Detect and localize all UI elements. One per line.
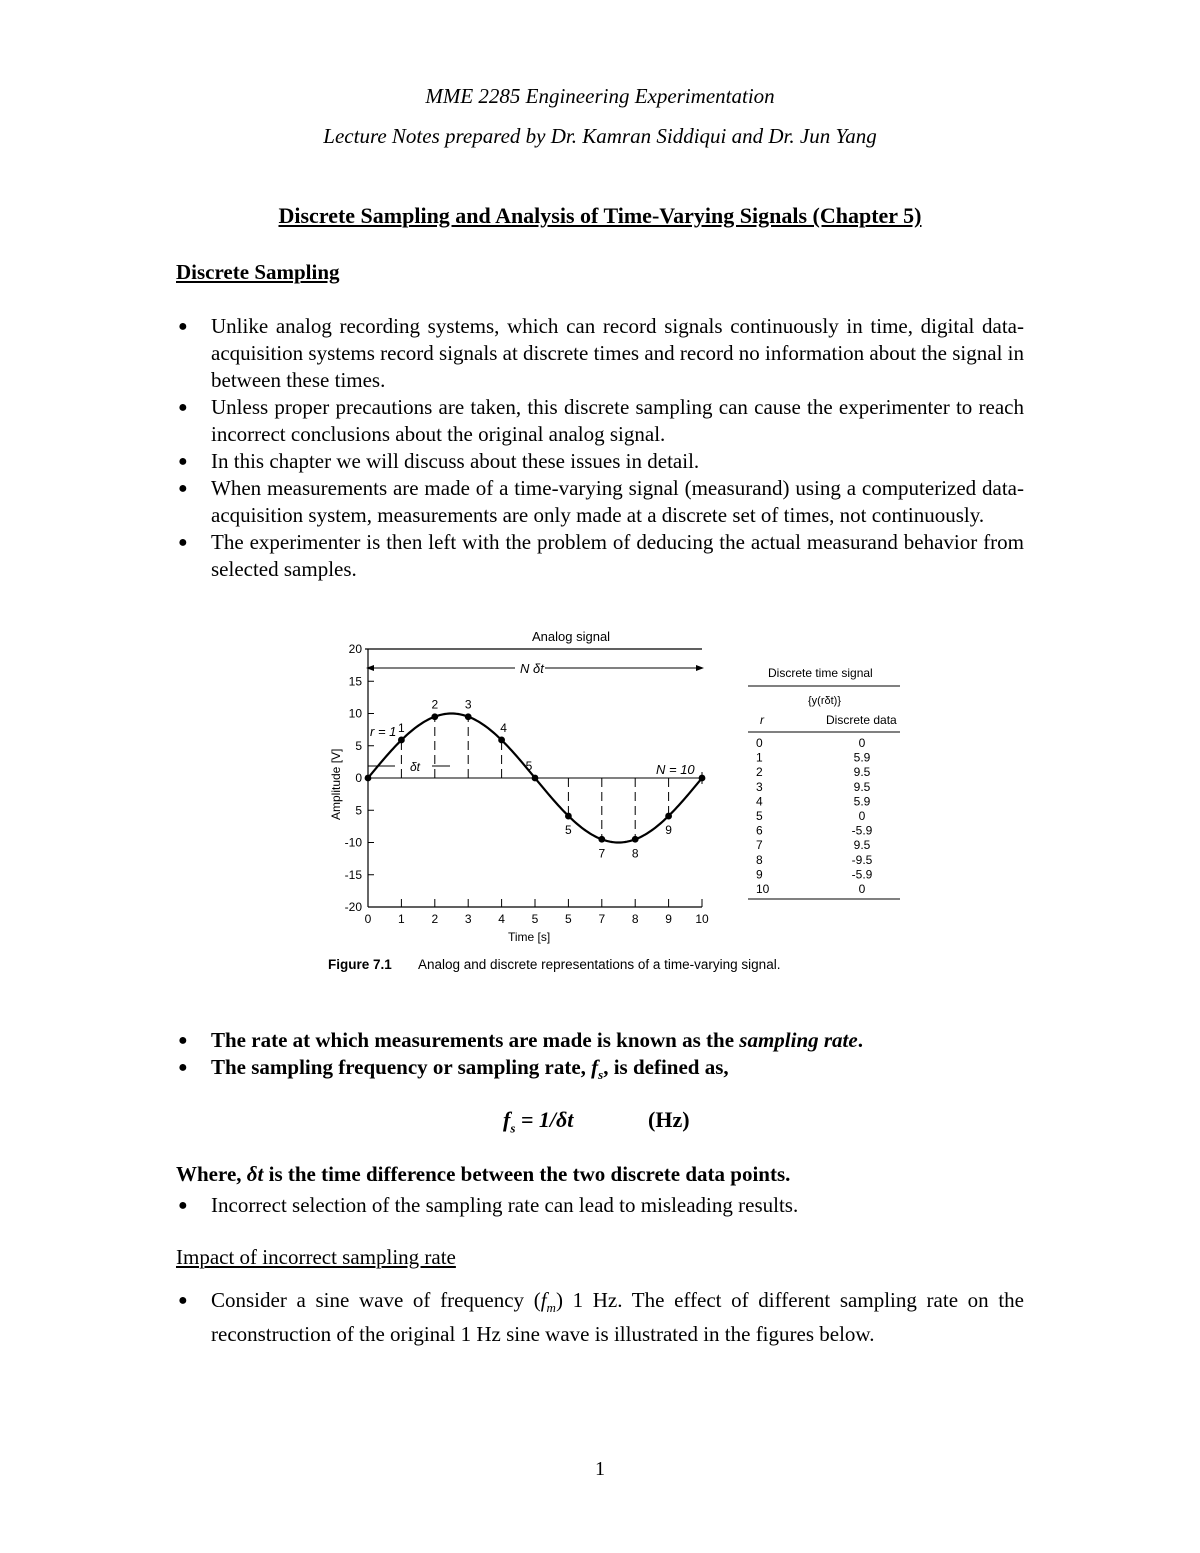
table-rows [756,736,873,896]
sample-point [365,775,372,782]
y-tick-label: -20 [344,900,362,914]
sample-label: 1 [398,720,405,735]
table-cell-data: 9.5 [853,765,871,780]
figure-caption-text: Analog and discrete representations of a time-varying signal. [418,957,781,972]
span-arrowhead-left [366,665,374,671]
table-cell-data: -5.9 [851,823,873,838]
sample-point [465,713,472,720]
sample-label: 3 [464,697,472,712]
table-title: Discrete time signal [768,666,873,680]
table-cell-r: 4 [756,794,763,809]
table-cell-r: 7 [756,838,763,853]
span-label: N δt [520,661,544,676]
r-label: r = 1 [370,724,397,739]
course-header: MME 2285 Engineering Experimentation [425,84,775,108]
bullet-icon: ● [178,1059,188,1076]
table-cell-r: 2 [756,765,763,780]
y-tick-label: 20 [348,642,362,656]
table-subtitle: {y(rδt)} [808,695,842,707]
list-item: ● The sampling frequency or sampling rate, $f_s$, is defined as, [178,1055,729,1083]
sample-label: 2 [431,697,439,712]
table-cell-r: 8 [756,852,763,867]
n-label: N = 10 [656,762,695,777]
x-tick-label: 1 [398,912,405,926]
sample-point [632,836,639,843]
tick-labels [345,642,709,926]
table-cell-r: 10 [756,882,770,896]
misleading-bullet-list [176,1192,1024,1219]
table-cell-r: 5 [756,809,763,823]
y-tick-label: -10 [344,835,362,850]
x-axis-label: Time [s] [508,930,551,944]
list-item: ● Unlike analog recording systems, which can record signals continuously in time, digital data-acquisition systems record signals at discrete times and record no information about the signal in between these times. [178,314,1024,392]
sample-label: 5 [525,759,533,773]
x-tick-label: 0 [364,912,372,926]
x-tick-label: 2 [431,912,439,926]
table-cell-r: 1 [756,750,763,765]
sample-point [431,713,438,720]
table-cell-data: 9.5 [853,779,871,794]
table-cell-data: 0 [858,809,866,823]
definition-bullet-list [176,1027,1024,1088]
plot-title: Analog signal [532,629,611,644]
bullet-icon: ● [178,1197,188,1214]
sample-label: 5 [565,823,572,838]
page-title: Discrete Sampling and Analysis of Time-Varying Signals (Chapter 5) [278,203,922,228]
x-tick-label: 9 [665,912,672,926]
list-item: ● The experimenter is then left with the problem of deducing the actual measurand behavior from selected samples. [178,530,1024,581]
bullet-icon: ● [178,480,188,497]
figure-caption-label: Figure 7.1 [328,957,392,972]
list-item: ● In this chapter we will discuss about these issues in detail. [178,449,700,473]
list-item: ● Consider a sine wave of frequency $(f_m)$ 1 Hz. The effect of different sampling rate on the reconstruction of the original 1 Hz sine wave is illustrated in the figures below. [178,1288,1024,1347]
authors-header: Lecture Notes prepared by Dr. Kamran Siddiqui and Dr. Jun Yang [323,124,877,148]
table-cell-data: 0 [858,882,866,896]
y-tick-label: 5 [355,803,362,818]
y-axis-label: Amplitude [V] [329,748,343,820]
table-cell-data: -5.9 [851,867,873,882]
bullet-icon: ● [178,399,188,416]
sample-point [565,813,572,820]
bullet-icon: ● [178,534,188,551]
sample-point [665,813,672,820]
sample-point [699,775,706,782]
y-tick-label: -15 [344,867,362,882]
sample-point [598,836,605,843]
section-heading-discrete-sampling: Discrete Sampling [176,260,340,284]
table-cell-data: 5.9 [853,750,871,765]
sample-point [398,737,405,744]
x-tick-label: 4 [498,912,505,926]
section-heading-impact: Impact of incorrect sampling rate [176,1245,456,1269]
sample-label: 4 [500,720,507,735]
table-cell-data: 5.9 [853,794,871,809]
bullet-icon: ● [178,318,188,335]
list-item: ● The rate at which measurements are made is known as the sampling rate. [178,1028,863,1052]
x-tick-label: 3 [464,912,472,926]
list-item: ● Unless proper precautions are taken, this discrete sampling can cause the experimenter to reach incorrect conclusions about the original analog signal. [178,395,1024,446]
table-cell-r: 0 [756,736,763,750]
x-tick-label: 7 [598,912,606,926]
table-cell-r: 3 [756,779,763,794]
table-col-data: Discrete data [826,713,897,727]
formula-unit: (Hz) [648,1107,690,1132]
sample-point [532,775,539,782]
y-tick-label: 0 [355,771,362,785]
bullet-icon: ● [178,1032,188,1049]
table-col-r: r [760,713,764,727]
dt-label: δt [410,760,421,774]
sample-label: 8 [631,846,639,861]
impact-bullet-list [176,1287,1024,1348]
sample-point [498,737,505,744]
where-definition: Where, δt is the time difference between the two discrete data points. [176,1162,791,1186]
table-cell-r: 6 [756,823,763,838]
figure-analog-discrete [320,625,920,975]
list-item: ● Incorrect selection of the sampling rate can lead to misleading results. [178,1193,799,1217]
x-tick-label: 5 [531,912,539,926]
table-cell-data: 0 [858,736,866,750]
bullet-icon: ● [178,453,188,470]
x-tick-label: 8 [631,912,639,926]
span-arrowhead-right [696,665,704,671]
y-tick-label: 5 [355,738,362,753]
y-tick-label: 15 [348,674,362,689]
table-cell-r: 9 [756,867,763,882]
table-cell-data: 9.5 [853,838,871,853]
x-tick-label: 5 [565,912,572,926]
list-item: ● When measurements are made of a time-varying signal (measurand) using a computerized data-acquisition system, measurements are only made at a discrete set of times, not continuously. [178,476,1024,527]
page-number: 1 [595,1458,605,1480]
intro-bullet-list [176,313,1024,583]
sampling-rate-term: sampling rate [739,1028,858,1052]
x-tick-label: 10 [695,912,709,926]
y-tick-label: 10 [348,706,362,721]
table-cell-data: -9.5 [851,852,873,867]
sample-label: 9 [665,823,672,838]
bullet-icon: ● [178,1292,188,1309]
sample-label: 7 [598,846,606,861]
